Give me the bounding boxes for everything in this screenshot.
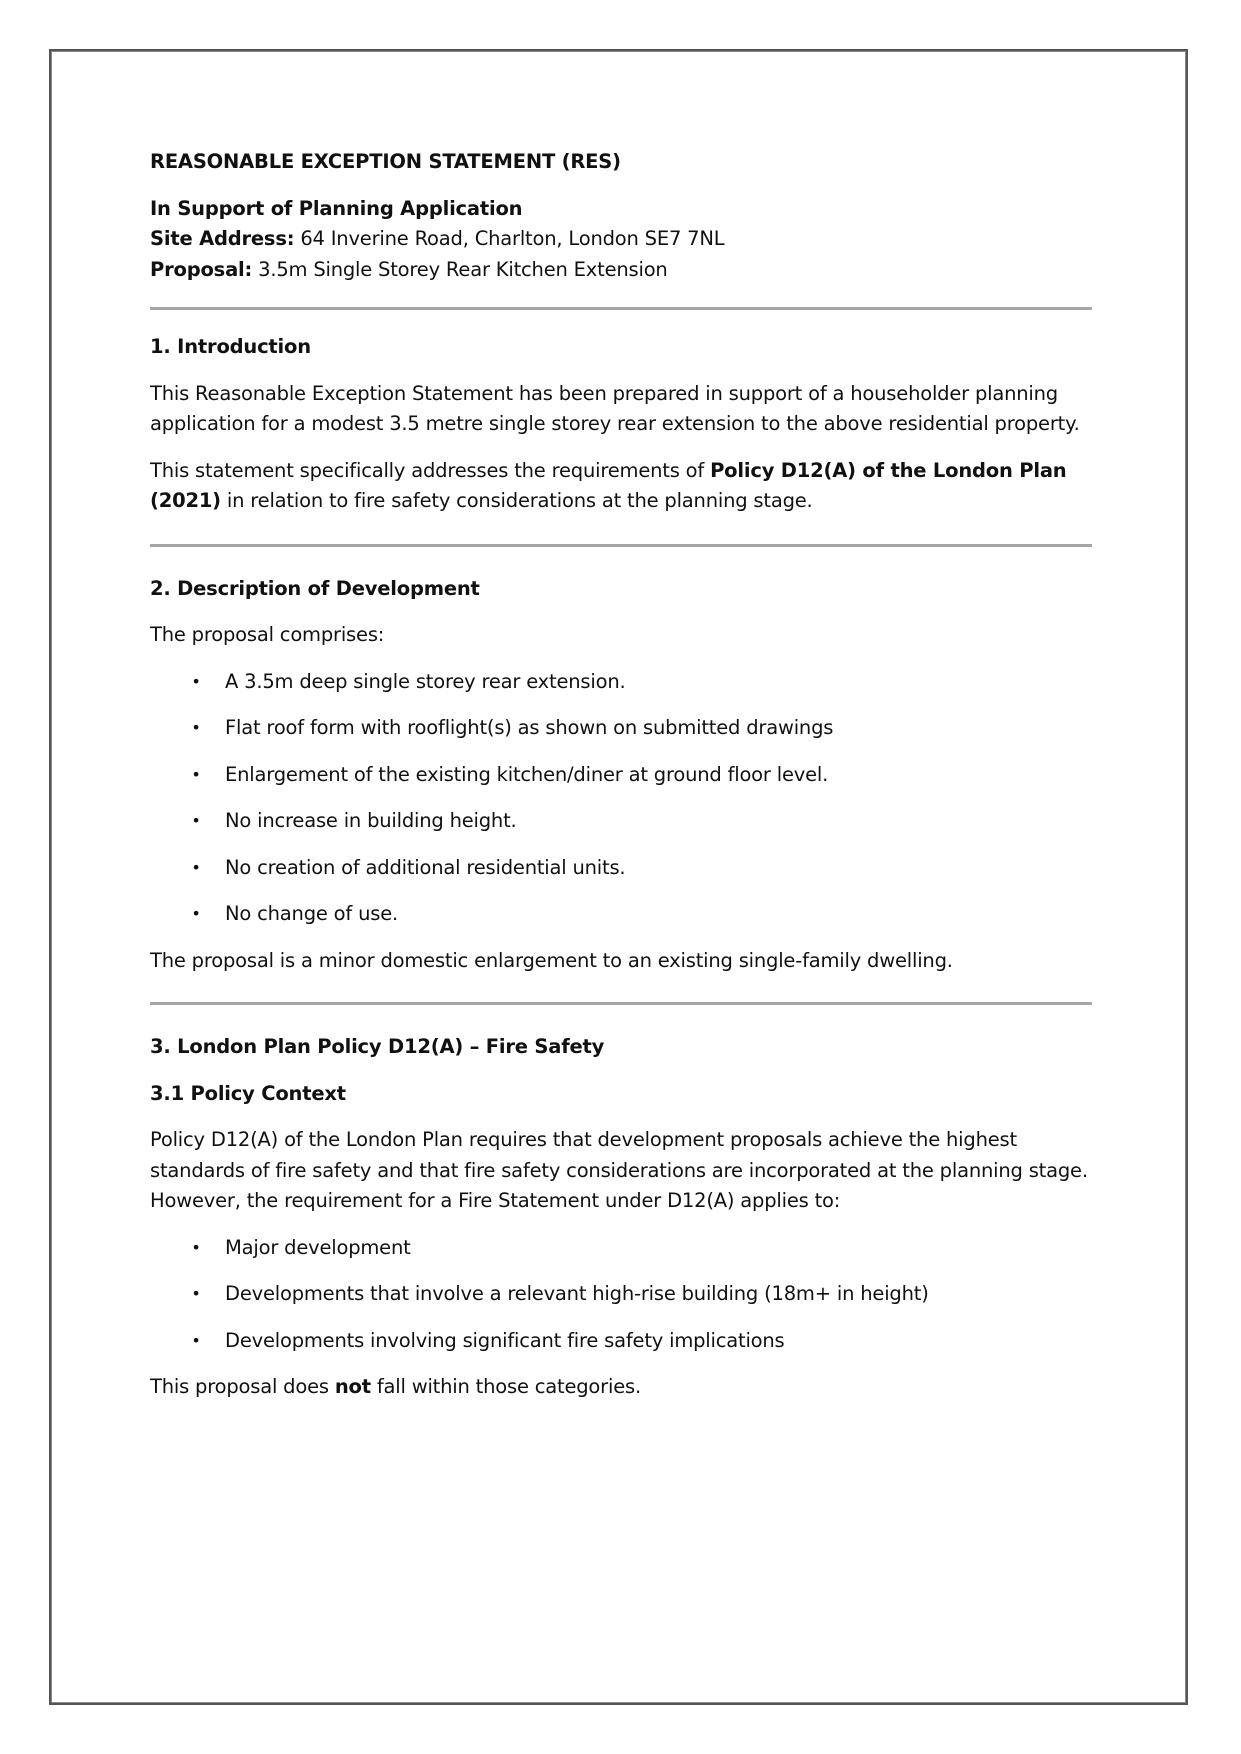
divider-1 [150,307,1092,310]
list-item-text: No creation of additional residential units. [225,855,626,879]
list-item-text: Enlargement of the existing kitchen/diner at ground floor level. [225,762,829,786]
bullet-icon: • [191,811,201,830]
section-1-para-1: This Reasonable Exception Statement has been prepared in support of a householder planning application for a modest 3.5 metre single storey rear extension to the above residential property. [150,381,1080,435]
section-3-heading: 3. London Plan Policy D12(A) – Fire Safety [150,1035,605,1058]
section-2-bullet-list [150,667,1092,930]
list-item-text: Major development [225,1235,411,1259]
list-item [150,1326,1092,1357]
document-body [150,147,1092,1419]
section-1-para-2-start: This statement specifically addresses the requirements of [150,458,711,482]
section-2-intro: The proposal comprises: [150,623,385,646]
list-item-text: No increase in building height. [225,809,517,832]
section-1-para-2-end: in relation to fire safety considerations at the planning stage. [220,489,813,512]
list-item [150,713,1092,744]
document-subtitle: In Support of Planning Application [150,196,523,220]
bullet-icon: • [191,671,201,691]
section-3-closing-bold: not [334,1375,371,1398]
section-1-para-2-bold: Policy D12(A) of the London Plan (2021) [150,458,1067,512]
list-item-text: No change of use. [225,902,398,925]
section-1-heading: 1. Introduction [150,335,311,358]
list-item [150,806,1092,837]
section-3-para: Policy D12(A) of the London Plan requires that development proposals achieve the highest standards of fire safety and that fire safety considerations are incorporated at the planning stage. However, the requirement for a Fire Statement under D12(A) applies to: [150,1128,1088,1212]
section-2-heading: 2. Description of Development [150,576,480,600]
bullet-icon: • [191,1330,201,1350]
section-3-closing-start: This proposal does [150,1375,335,1398]
site-address-line [150,224,1092,255]
section-3-closing [150,1372,1092,1403]
proposal-value: 3.5m Single Storey Rear Kitchen Extension [252,257,668,281]
divider-2 [150,544,1092,547]
site-address-label: Site Address: [150,227,295,250]
section-3-subheading: 3.1 Policy Context [150,1081,346,1105]
site-address-value: 64 Inverine Road, Charlton, London SE7 7NL [294,227,725,250]
bullet-icon: • [191,1284,201,1303]
list-item-text: A 3.5m deep single storey rear extension. [225,669,626,693]
section-2-closing: The proposal is a minor domestic enlargement to an existing single-family dwelling. [150,948,953,972]
bullet-icon: • [191,857,201,877]
document-title: REASONABLE EXCEPTION STATEMENT (RES) [150,150,621,173]
list-item [150,1279,1092,1310]
proposal-line [150,255,1092,286]
list-item [150,1233,1092,1264]
list-item [150,667,1092,698]
list-item-text: Developments that involve a relevant high-rise building (18m+ in height) [225,1282,929,1305]
list-item [150,853,1092,884]
list-item-text: Flat roof form with rooflight(s) as shown on submitted drawings [225,716,834,739]
proposal-label: Proposal: [150,257,253,281]
list-item-text: Developments involving significant fire safety implications [225,1328,785,1352]
list-item [150,760,1092,791]
bullet-icon: • [191,764,201,784]
bullet-icon: • [191,1237,201,1257]
divider-3 [150,1002,1092,1005]
section-3-closing-end: fall within those categories. [370,1375,641,1398]
bullet-icon: • [191,904,201,923]
section-1-para-2 [150,456,1092,517]
section-3-bullet-list [150,1233,1092,1357]
list-item [150,899,1092,930]
bullet-icon: • [191,718,201,737]
